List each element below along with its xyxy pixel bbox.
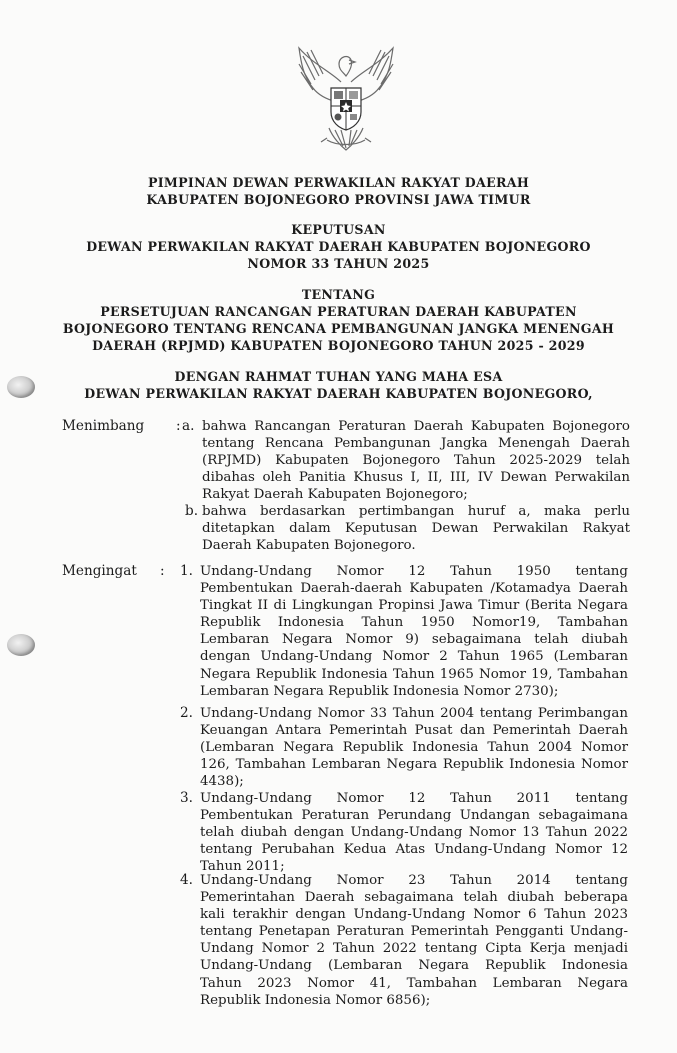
text-line: Tahun 2023 Nomor 41, Tambahan Lembaran Negara [200,975,628,991]
text-line: Republik Indonesia Tahun 1950 Nomor19, Tambahan [200,615,628,631]
recalling-item-2 [200,705,628,790]
text-line: Lembaran Negara Republik Indonesia Nomor 2730); [200,683,559,699]
blessing-line-2: DEWAN PERWAKILAN RAKYAT DAERAH KABUPATEN BOJONEGORO, [84,386,593,401]
decision-body: DEWAN PERWAKILAN RAKYAT DAERAH KABUPATEN BOJONEGORO [86,239,591,254]
considering-label: Menimbang [62,418,145,434]
text-line: (Lembaran Negara Republik Indonesia Tahun 2004 Nomor [200,740,628,756]
subject-heading [0,286,677,354]
text-line: Tahun 2011; [200,859,285,875]
text-line: Undang-Undang Nomor 33 Tahun 2004 tentang Perimbangan [200,706,628,721]
text-line: bahwa Rancangan Peraturan Daerah Kabupaten Bojonegoro [202,419,630,434]
decision-number: NOMOR 33 TAHUN 2025 [247,256,430,271]
text-line: Undang-Undang Nomor 12 Tahun 2011 tentang [200,791,628,806]
text-line: Pemerintahan Daerah sebagaimana telah diubah beberapa [200,890,628,906]
recalling-item-4 [200,872,628,1009]
text-line: Keuangan Antara Pemerintah Pusat dan Pemerintah Daerah [200,723,628,739]
text-line: Daerah Kabupaten Bojonegoro. [202,538,416,554]
text-line: tentang Rencana Pembangunan Jangka Menengah Daerah [202,436,630,452]
text-line: dibahas oleh Panitia Khusus I, II, III, IV Dewan Perwakilan [202,470,630,486]
blessing-line-1: DENGAN RAHMAT TUHAN YANG MAHA ESA [174,369,503,384]
text-line: Rakyat Daerah Kabupaten Bojonegoro; [202,487,468,503]
punch-hole-bottom [7,634,35,656]
considering-item-b [202,503,630,554]
text-line: Undang-Undang Nomor 12 Tahun 1950 tentang [200,564,628,579]
text-line: ditetapkan dalam Keputusan Dewan Perwakilan Rakyat [202,521,630,537]
issuer-line-2: KABUPATEN BOJONEGORO PROVINSI JAWA TIMUR [146,192,531,207]
text-line: Undang-Undang Nomor 23 Tahun 2014 tentang [200,873,628,888]
recalling-marker-3: 3. [180,790,193,806]
text-line: (RPJMD) Kabupaten Bojonegoro Tahun 2025-2029 telah [202,453,630,469]
decision-title: KEPUTUSAN [291,222,386,237]
text-line: telah diubah dengan Undang-Undang Nomor 13 Tahun 2022 [200,825,628,841]
text-line: Lembaran Negara Nomor 9) sebagaimana telah diubah [200,632,628,648]
text-line: Negara Republik Indonesia Tahun 1965 Nomor 19, Tambahan [200,666,628,682]
recalling-marker-4: 4. [180,872,193,888]
issuer-header [0,174,677,208]
garuda-emblem [291,42,401,154]
recalling-colon: : [160,563,165,579]
text-line: Pembentukan Peraturan Perundang Undangan sebagaimana [200,808,628,824]
text-line: Republik Indonesia Nomor 6856); [200,992,431,1008]
text-line: 4438); [200,774,244,790]
decision-heading [0,221,677,272]
text-line: bahwa berdasarkan pertimbangan huruf a, maka perlu [202,504,630,519]
text-line: dengan Undang-Undang Nomor 2 Tahun 1965 (Lembaran [200,649,628,665]
recalling-item-1 [200,563,628,700]
recalling-label: Mengingat [62,563,137,579]
subject-label: TENTANG [301,287,376,302]
recalling-item-3 [200,790,628,875]
text-line: kali terakhir dengan Undang-Undang Nomor 6 Tahun 2023 [200,907,628,923]
text-line: 126, Tambahan Lembaran Negara Republik Indonesia Nomor [200,757,628,773]
text-line: Undang-Undang (Lembaran Negara Republik Indonesia [200,958,628,974]
considering-marker-b: b. [185,503,199,519]
recalling-marker-1: 1. [180,563,193,579]
recalling-marker-2: 2. [180,705,193,721]
considering-item-a [202,418,630,503]
subject-line-1: PERSETUJUAN RANCANGAN PERATURAN DAERAH KABUPATEN [100,304,577,319]
text-line: Pembentukan Daerah-daerah Kabupaten /Kotamadya Daerah [200,581,628,597]
text-line: Tingkat II di Lingkungan Propinsi Jawa Timur (Berita Negara [200,598,628,614]
text-line: Undang Nomor 2 Tahun 2022 tentang Cipta Kerja menjadi [200,941,628,957]
considering-colon: : [176,418,181,434]
blessing-heading [0,368,677,402]
subject-line-2: BOJONEGORO TENTANG RENCANA PEMBANGUNAN JANGKA MENENGAH [62,321,615,336]
text-line: tentang Perubahan Kedua Atas Undang-Undang Nomor 12 [200,842,628,858]
subject-line-3: DAERAH (RPJMD) KABUPATEN BOJONEGORO TAHUN 2025 - 2029 [92,338,585,353]
text-line: tentang Penetapan Peraturan Pemerintah Pengganti Undang- [200,924,628,940]
issuer-line-1: PIMPINAN DEWAN PERWAKILAN RAKYAT DAERAH [147,175,530,190]
considering-marker-a: a. [182,418,195,434]
